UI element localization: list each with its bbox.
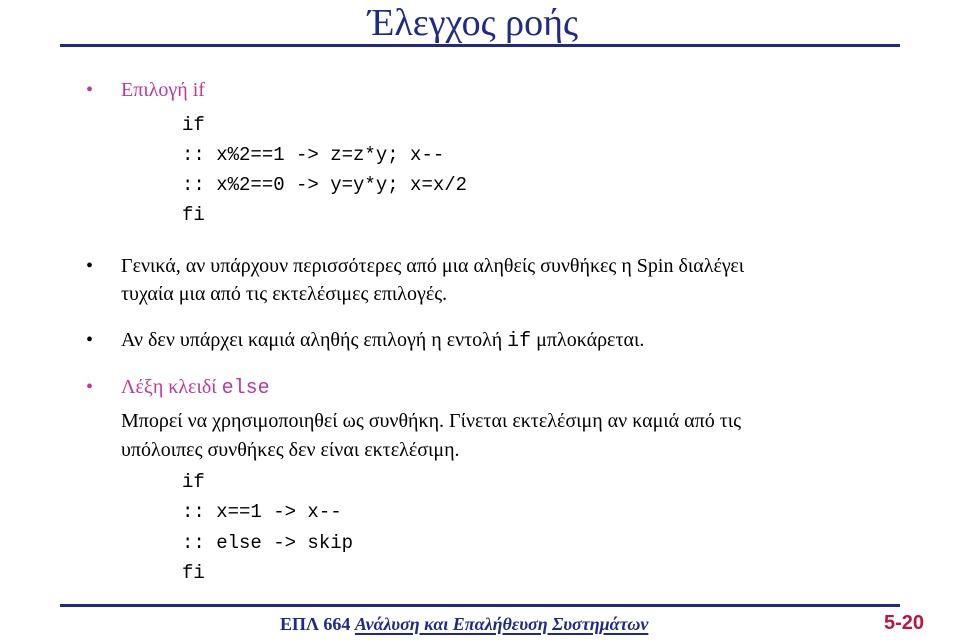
body-line: υπόλοιπες συνθήκες δεν είναι εκτελέσιμη. (121, 439, 460, 461)
code-line: :: x%2==1 -> z=z*y; x-- (182, 144, 445, 166)
bullet-icon: • (86, 329, 94, 351)
bullet-heading-else (121, 375, 270, 401)
code-line: if (182, 114, 205, 136)
slide-title: Έλεγχος ροής (368, 2, 579, 44)
footer-text (280, 612, 648, 636)
course-code: ΕΠΛ 664 (280, 614, 351, 634)
page-number: 5-20 (884, 612, 925, 634)
code-line: fi (182, 562, 205, 584)
body-line: Γενικά, αν υπάρχουν περισσότερες από μια αληθείς συνθήκες η Spin διαλέγει (121, 255, 745, 277)
keyword-if: if (507, 330, 532, 353)
bullet-heading-if: Επιλογή if (121, 79, 205, 101)
body-line: Μπορεί να χρησιμοποιηθεί ως συνθήκη. Γίνεται εκτελέσιμη αν καμιά από τις (121, 410, 742, 432)
title-underline (60, 44, 900, 47)
footer-rule (60, 604, 900, 607)
keyword-else: else (221, 377, 270, 400)
body-text: Αν δεν υπάρχει καμιά αληθής επιλογή η εντολή (121, 329, 508, 351)
course-subject: Ανάλυση και Επαλήθευση Συστημάτων (354, 614, 649, 634)
code-line: :: x==1 -> x-- (182, 501, 342, 523)
code-line: :: x%2==0 -> y=y*y; x=x/2 (182, 174, 468, 196)
bullet-icon: • (86, 79, 94, 101)
body-line (121, 328, 644, 354)
body-text: μπλοκάρεται. (531, 329, 645, 351)
code-line: :: else -> skip (182, 532, 354, 554)
bullet-icon: • (86, 376, 94, 398)
code-line: if (182, 471, 205, 493)
bullet-icon: • (86, 255, 94, 277)
heading-text: Λέξη κλειδί (121, 376, 222, 398)
body-line: τυχαία μια από τις εκτελέσιμες επιλογές. (121, 283, 448, 305)
code-line: fi (182, 204, 205, 226)
